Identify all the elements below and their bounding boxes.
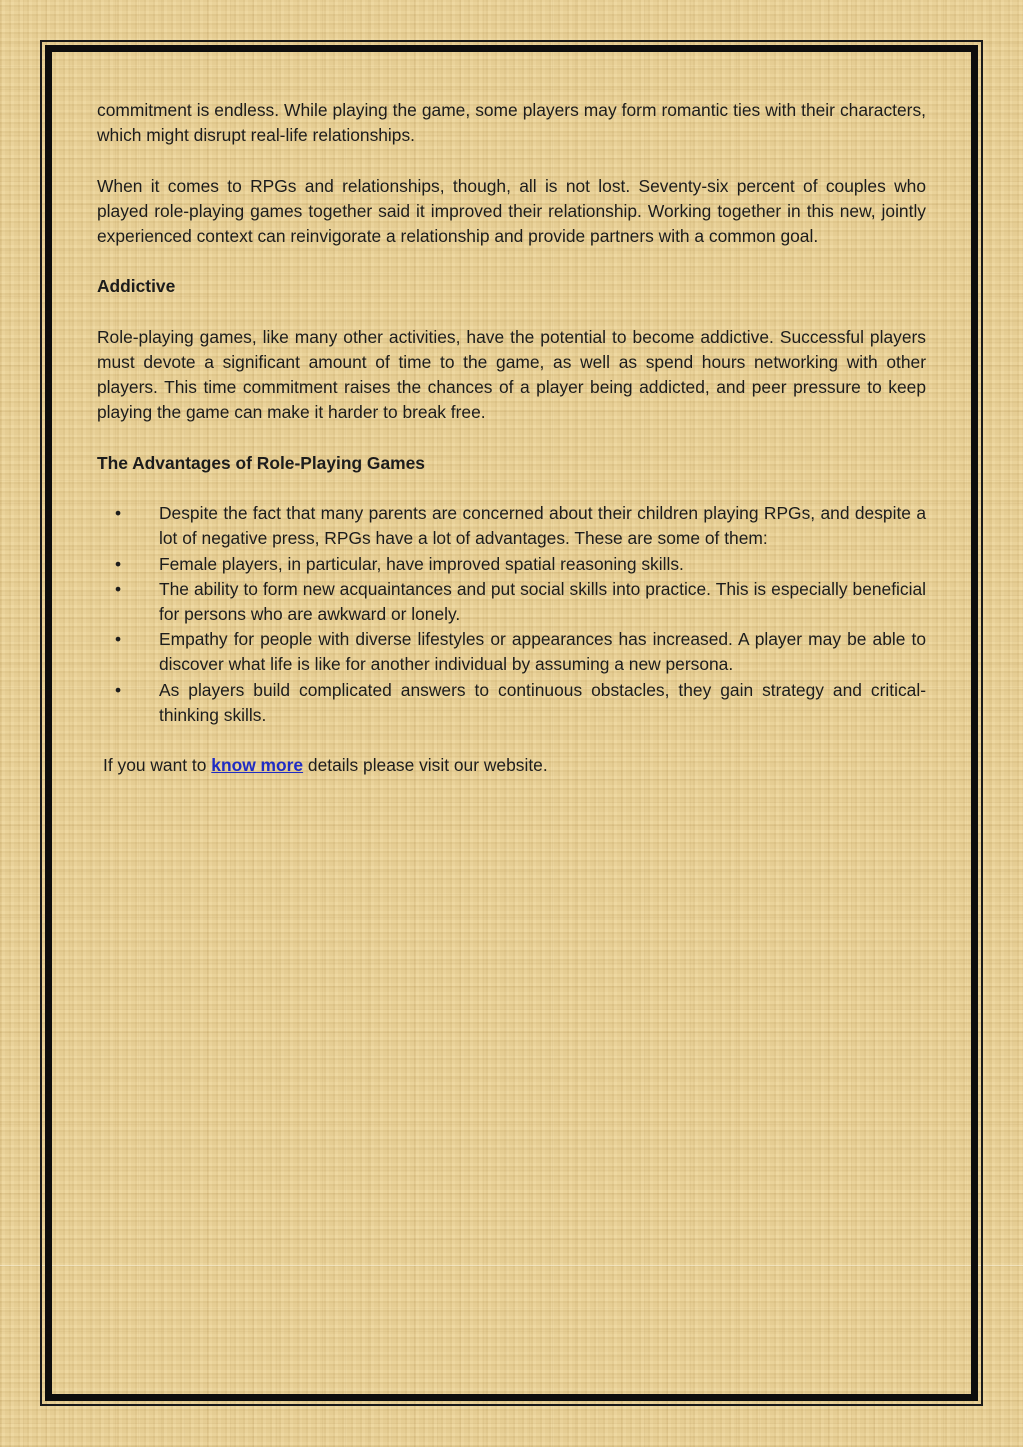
closing-text-after: details please visit our website. [303, 755, 548, 776]
list-item [97, 627, 926, 677]
closing-paragraph [97, 753, 926, 778]
know-more-link[interactable]: know more [211, 755, 304, 776]
bullet-icon: • [115, 679, 122, 700]
list-item-text: Empathy for people with diverse lifestyles or appearances has increased. A player may be able to discover what life is like for another individual by assuming a new persona. [159, 629, 926, 675]
list-item [97, 501, 926, 551]
bullet-icon: • [115, 578, 122, 599]
document-body [97, 98, 926, 778]
paragraph-addictive: Role-playing games, like many other activities, have the potential to become addictive. Successful players must devote a significant amount of time to the game, as well as spend hours networking with other players. This time commitment raises the chances of a player being addicted, and peer pressure to keep playing the game can make it harder to break free. [97, 326, 926, 423]
paragraph-relationships: When it comes to RPGs and relationships, though, all is not lost. Seventy-six percent of couples who played role-playing games together said it improved their relationship. Working together in this new, jointly experienced context can reinvigorate a relationship and provide partners with a common goal. [97, 175, 926, 246]
list-item-text: Female players, in particular, have improved spatial reasoning skills. [159, 553, 684, 574]
bullet-icon: • [115, 503, 122, 524]
heading-addictive: Addictive [97, 276, 176, 297]
list-item [97, 678, 926, 728]
bullet-icon: • [115, 629, 122, 650]
list-item [97, 577, 926, 627]
advantages-list [97, 501, 926, 728]
list-item [97, 552, 926, 577]
bullet-icon: • [115, 553, 122, 574]
heading-advantages: The Advantages of Role-Playing Games [97, 452, 425, 473]
list-item-text: Despite the fact that many parents are concerned about their children playing RPGs, and despite a lot of negative press, RPGs have a lot of advantages. These are some of them: [159, 503, 926, 549]
closing-text-before: If you want to [103, 755, 212, 776]
list-item-text: The ability to form new acquaintances and put social skills into practice. This is especially beneficial for persons who are awkward or lonely. [159, 578, 926, 624]
paragraph-commitment: commitment is endless. While playing the game, some players may form romantic ties with their characters, which might disrupt real-life relationships. [97, 100, 926, 146]
list-item-text: As players build complicated answers to continuous obstacles, they gain strategy and critical-thinking skills. [159, 679, 926, 725]
